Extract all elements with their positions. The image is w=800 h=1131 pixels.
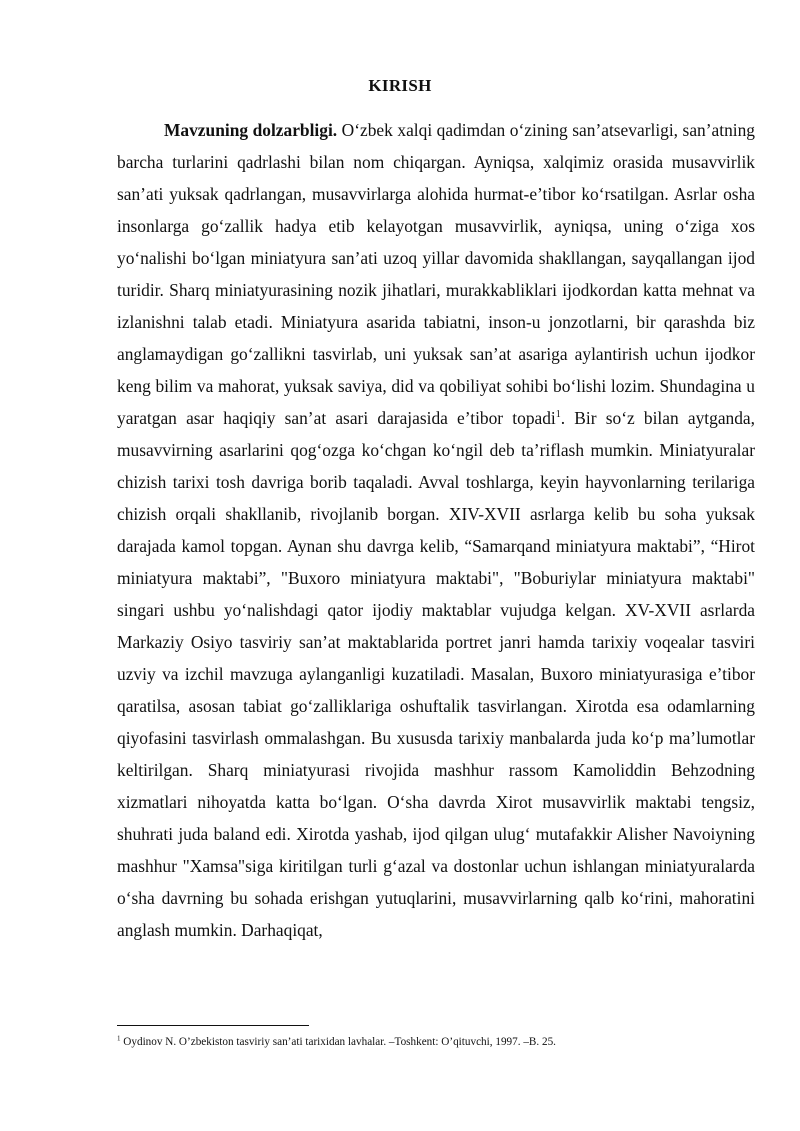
section-heading: KIRISH: [368, 76, 432, 95]
lead-in-title: Mavzuning dolzarbligi.: [164, 120, 338, 140]
paragraph-text-part1: O‘zbek xalqi qadimdan o‘zining san’atsevarligi, san’atning barcha turlarini qadrlashi bilan nom chiqargan. Ayniqsa, xalqimiz orasida musavvirlik san’ati yuksak qadrlangan, musavvirlarga alohida hurmat-e’tibor ko‘rsatilgan. Asrlar osha insonlarga go‘zallik hadya etib kelayotgan musavvirlik, ayniqsa, uning o‘ziga xos yo‘nalishi bo‘lgan miniatyura san’ati uzoq yillar davomida shakllangan, sayqallangan ijod turidir. Sharq miniatyurasining nozik jihatlari, murakkabliklari ijodkordan katta mehnat va izlanishni talab etadi. Miniatyura asarida tabiatni, inson-u jonzotlarni, bir qarashda biz anglamaydigan go‘zallikni tasvirlab, uni yuksak san’at asariga aylantirish uchun ijodkor keng bilim va mahorat, yuksak saviya, did va qobiliyat sohibi bo‘lishi lozim. Shundagina u yaratgan asar haqiqiy san’at asari darajasida e’tibor topadi: [117, 120, 755, 428]
body-paragraph: [117, 114, 755, 946]
footnote-separator: [117, 1025, 309, 1026]
footnote-marker: 1: [117, 1034, 121, 1043]
footnote: [117, 1035, 757, 1049]
paragraph-text-part2: . Bir so‘z bilan aytganda, musavvirning asarlarini qog‘ozga ko‘chgan ko‘ngil deb ta’riflash mumkin. Miniatyuralar chizish tarixi tosh davriga borib taqaladi. Avval toshlarga, keyin hayvonlarning terilariga chizish orqali shakllanib, rivojlanib borgan. XIV-XVII asrlarga kelib bu soha yuksak darajada kamol topgan. Aynan shu davrga kelib, “Samarqand miniatyura maktabi”, “Hirot miniatyura maktabi”, "Buxoro miniatyura maktabi", "Boburiylar miniatyura maktabi" singari ushbu yo‘nalishdagi qator ijodiy maktablar vujudga kelgan. XV-XVII asrlarda Markaziy Osiyo tasviriy san’at maktablarida portret janri hamda tarixiy voqealar tasviri uzviy va izchil mavzuga aylanganligi kuzatiladi. Masalan, Buxoro miniatyurasiga e’tibor qaratilsa, asosan tabiat go‘zalliklariga oshuftalik tasvirlangan. Xirotda esa odamlarning qiyofasini tasvirlash ommalashgan. Bu xususda tarixiy manbalarda juda ko‘p ma’lumotlar keltirilgan. Sharq miniatyurasi rivojida mashhur rassom Kamoliddin Behzodning xizmatlari nihoyatda katta bo‘lgan. O‘sha davrda Xirot musavvirlik maktabi tengsiz, shuhrati juda baland edi. Xirotda yashab, ijod qilgan ulug‘ mutafakkir Alisher Navoiyning mashhur "Xamsa"siga kiritilgan turli g‘azal va dostonlar uchun ishlangan miniatyuralarda o‘sha davrning bu sohada erishgan yutuqlarini, musavvirlarning qalb ko‘rini, mahoratini anglash mumkin. Darhaqiqat,: [117, 408, 755, 940]
footnote-reference[interactable]: 1: [555, 409, 561, 421]
footnote-text: Oydinov N. O’zbekiston tasviriy san’ati tarixidan lavhalar. –Toshkent: O’qituvchi, 1997. –B. 25.: [120, 1036, 556, 1048]
